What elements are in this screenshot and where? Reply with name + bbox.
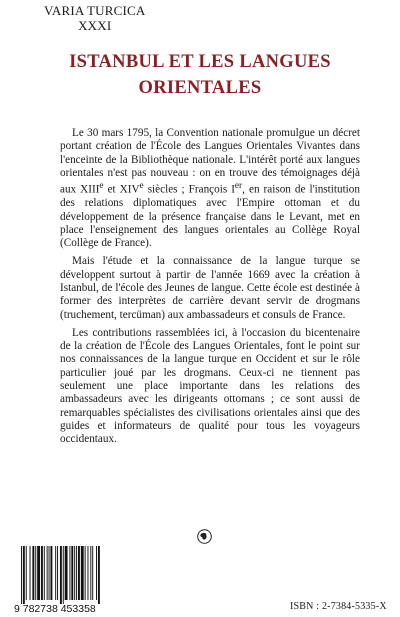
barcode-bar xyxy=(57,546,58,600)
barcode-bar xyxy=(81,546,84,600)
barcode-bar xyxy=(41,546,43,600)
back-cover-blurb xyxy=(60,127,360,452)
barcode-bar xyxy=(74,546,75,600)
barcode-bar xyxy=(96,546,97,600)
barcode-bar xyxy=(85,546,86,600)
barcode-bar xyxy=(47,546,48,600)
blurb-paragraph-2: Mais l'étude et la connaissance de la langue turque se développent surtout à partir de l'année 1669 avec la création à Istanbul, de l'école des Jeunes de langue. Cette école est destinée à former des interprètes de carrière devant servir de drogmans (truchement, tercüman) aux ambassadeurs et consuls de France. xyxy=(60,255,360,321)
series-volume: XXXI xyxy=(78,18,112,33)
barcode-bar xyxy=(65,546,68,600)
barcode-bar xyxy=(90,546,91,600)
barcode-bar xyxy=(50,546,52,600)
barcode-bars xyxy=(21,546,100,604)
barcode-bar xyxy=(26,546,27,600)
barcode-bar xyxy=(49,546,50,600)
blurb-paragraph-3: Les contributions rassemblées ici, à l'occasion du bicentenaire de la création de l'École des Langues Orientales, font le point sur nos connaissances de la langue turque en Occident et sur le rôle particulier joué par les drogmans. Ceux-ci ne tiennent pas seulement une place importante dans les relations des ambassadeurs avec les dirigeants ottomans ; ce sont aussi de remarquables spécialistes des civilisations orientales ainsi que des guides et informateurs de qualité pour tous les voyageurs occidentaux. xyxy=(60,326,360,446)
barcode-bar xyxy=(78,546,80,600)
isbn-number: ISBN : 2-7384-5335-X xyxy=(290,601,387,612)
barcode-digits: 9 782738 453358 xyxy=(14,603,96,614)
barcode-bar xyxy=(88,546,89,600)
barcode-bar xyxy=(21,546,22,604)
blurb-paragraph-1 xyxy=(60,127,360,250)
blurb-text-segment: siècles ; François I xyxy=(143,183,235,196)
superscript: er xyxy=(234,181,243,192)
barcode-bar xyxy=(71,546,73,600)
superscript: e xyxy=(99,181,104,192)
series-header xyxy=(44,3,145,33)
book-title-line-2: ORIENTALES xyxy=(138,78,262,98)
superscript: e xyxy=(139,181,144,192)
barcode-bar xyxy=(23,546,25,604)
barcode-bar xyxy=(63,546,64,604)
book-title-line-1: ISTANBUL ET LES LANGUES xyxy=(69,52,331,72)
blurb-text-segment: , en raison de l'institution des relations diplomatiques avec l'Empire ottoman et du développement de la présence française dans le Levant, met en place l'enseignement des langues orientales au Collège Royal (Collège de France). xyxy=(60,183,360,250)
blurb-text-segment: et XIV xyxy=(103,183,140,196)
barcode-bar xyxy=(30,546,31,600)
barcode-bar xyxy=(55,546,56,600)
barcode-bar xyxy=(44,546,45,600)
barcode-bar xyxy=(92,546,93,600)
publisher-logo-icon xyxy=(197,529,212,544)
barcode-bar xyxy=(35,546,36,600)
barcode-bar xyxy=(37,546,40,600)
series-name: VARIA TURCICA xyxy=(44,3,146,18)
barcode-bar xyxy=(98,546,100,604)
barcode-bar xyxy=(60,546,62,604)
barcode xyxy=(13,544,123,614)
book-title xyxy=(0,49,400,101)
barcode-bar xyxy=(32,546,34,600)
blurb-text-segment: Le 30 mars 1795, la Convention nationale promulgue un décret portant création de l'École des Langues Orientales Vivantes dans l'enceinte de la Bibliothèque nationale. L'intérêt porté aux langues orientales n'est pas nouveau : on en trouve des témoignages déjà aux XIII xyxy=(60,127,360,196)
barcode-bar xyxy=(76,546,77,600)
barcode-bar xyxy=(69,546,70,600)
